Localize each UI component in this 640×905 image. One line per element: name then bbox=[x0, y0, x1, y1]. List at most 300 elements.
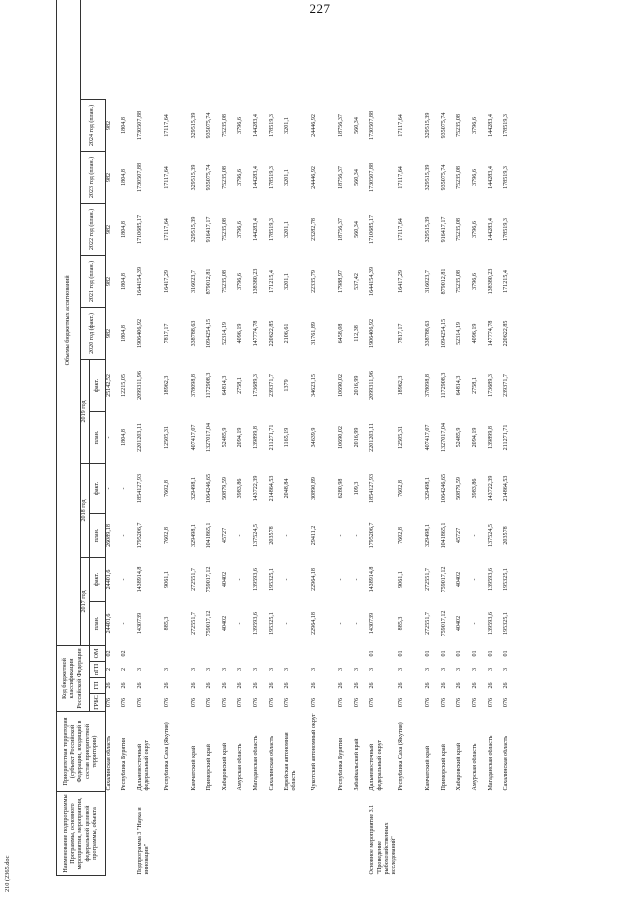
value-cell: 1854127,93 bbox=[369, 474, 376, 503]
grbs-cell: 076 bbox=[268, 697, 275, 708]
value-cell: 982 bbox=[106, 224, 112, 235]
program-cell bbox=[354, 792, 370, 876]
value-cell: 17117,64 bbox=[163, 218, 170, 241]
pgp-cell: 2 bbox=[106, 667, 112, 672]
value-cell: 30890,89 bbox=[311, 477, 318, 500]
value-cell: 17117,64 bbox=[398, 166, 405, 189]
value-cell: 144283,4 bbox=[253, 166, 260, 189]
value-cell: 329498,1 bbox=[190, 524, 197, 547]
value-cell: 143722,39 bbox=[487, 475, 494, 502]
value-cell: 2016,99 bbox=[353, 427, 360, 448]
table-row bbox=[488, 0, 504, 876]
value-cell: 2201203,11 bbox=[369, 423, 376, 452]
value-cell: 759017,12 bbox=[440, 566, 447, 593]
pgp-cell: 3 bbox=[221, 667, 228, 672]
value-cell: 1094254,15 bbox=[440, 319, 447, 348]
value-cell: 24401,6 bbox=[106, 613, 112, 634]
value-cell: 1041865,1 bbox=[206, 522, 213, 549]
grbs-cell: 076 bbox=[503, 697, 510, 708]
value-cell: 75235,08 bbox=[456, 114, 463, 137]
value-cell: 7602,8 bbox=[398, 527, 405, 544]
value-cell: 75235,08 bbox=[221, 218, 228, 241]
gp-cell: 26 bbox=[121, 682, 128, 689]
territory-cell: Сахалинская область bbox=[268, 735, 275, 791]
value-cell: - bbox=[237, 578, 244, 581]
gp-cell: 26 bbox=[311, 682, 318, 689]
value-cell: 109,3 bbox=[353, 481, 360, 496]
value-cell: - bbox=[284, 534, 291, 537]
value-cell: 759017,12 bbox=[440, 610, 447, 637]
value-cell: 1710685,17 bbox=[136, 215, 143, 244]
header-plan: план. bbox=[90, 601, 106, 645]
value-cell: 560,34 bbox=[353, 221, 360, 238]
header-plan: план. bbox=[90, 411, 106, 463]
value-cell: 17117,64 bbox=[163, 166, 170, 189]
value-cell: 2016,99 bbox=[353, 375, 360, 396]
rotated-table-container bbox=[56, 16, 640, 876]
value-cell: 3796,6 bbox=[471, 221, 478, 238]
program-cell bbox=[441, 792, 457, 876]
value-cell: 935075,74 bbox=[206, 164, 213, 191]
value-cell: 982 bbox=[106, 276, 112, 287]
om-cell bbox=[284, 645, 311, 661]
pgp-cell: 3 bbox=[440, 667, 447, 672]
document-code: 210 (2365.doc bbox=[4, 855, 11, 892]
value-cell: 147774,78 bbox=[487, 320, 494, 347]
value-cell: 171215,4 bbox=[268, 270, 275, 293]
value-cell: 1327017,04 bbox=[206, 423, 213, 452]
value-cell: 139899,8 bbox=[253, 426, 260, 449]
table-row bbox=[222, 0, 238, 876]
value-cell: 195325,1 bbox=[503, 568, 510, 591]
gp-cell: 26 bbox=[456, 682, 463, 689]
value-cell: - bbox=[284, 578, 291, 581]
pgp-cell: 3 bbox=[136, 667, 143, 672]
territory-cell: Сахалинская область bbox=[503, 735, 510, 791]
header-gp: ГП bbox=[90, 678, 106, 694]
value-cell: 178519,3 bbox=[268, 218, 275, 241]
program-cell bbox=[121, 792, 137, 876]
value-cell: 195325,1 bbox=[268, 612, 275, 635]
grbs-cell: 076 bbox=[369, 697, 376, 708]
gp-cell: 26 bbox=[353, 682, 360, 689]
territory-cell: Амурская область bbox=[237, 743, 244, 791]
value-cell: 144283,4 bbox=[487, 166, 494, 189]
om-cell bbox=[164, 645, 191, 661]
value-cell: 22964,18 bbox=[311, 568, 318, 591]
pgp-cell: 3 bbox=[311, 667, 318, 672]
gp-cell: 26 bbox=[190, 682, 197, 689]
value-cell: 18756,37 bbox=[338, 218, 345, 241]
program-cell bbox=[206, 792, 222, 876]
value-cell: 220622,85 bbox=[503, 320, 510, 347]
value-cell: 7602,8 bbox=[163, 480, 170, 497]
value-cell: 3796,6 bbox=[237, 117, 244, 134]
value-cell: 329515,39 bbox=[425, 112, 432, 139]
value-cell: 52485,9 bbox=[221, 427, 228, 448]
value-cell: 75235,08 bbox=[221, 270, 228, 293]
pgp-cell: 3 bbox=[190, 667, 197, 672]
value-cell: 329498,1 bbox=[425, 477, 432, 500]
value-cell: 1730507,88 bbox=[136, 163, 143, 192]
value-cell: 407417,07 bbox=[425, 424, 432, 451]
value-cell: - bbox=[121, 487, 128, 490]
table-body bbox=[106, 0, 519, 876]
pgp-cell: 3 bbox=[237, 667, 244, 672]
gp-cell: 26 bbox=[369, 682, 376, 689]
value-cell: 211271,71 bbox=[268, 424, 275, 451]
gp-cell: 26 bbox=[487, 682, 494, 689]
value-cell: 220622,85 bbox=[268, 320, 275, 347]
value-cell: 195325,1 bbox=[268, 568, 275, 591]
value-cell: 147774,78 bbox=[253, 320, 260, 347]
value-cell: 52314,19 bbox=[221, 322, 228, 345]
value-cell: 12505,31 bbox=[163, 426, 170, 449]
program-cell bbox=[253, 792, 269, 876]
table-row bbox=[472, 0, 488, 876]
pgp-cell: 3 bbox=[206, 667, 213, 672]
value-cell: 12505,31 bbox=[398, 426, 405, 449]
table-row bbox=[237, 0, 253, 876]
om-cell bbox=[237, 645, 253, 661]
om-cell bbox=[137, 645, 164, 661]
program-cell bbox=[398, 792, 425, 876]
value-cell: 879012,81 bbox=[440, 268, 447, 295]
program-cell bbox=[311, 792, 338, 876]
value-cell: - bbox=[471, 622, 478, 625]
value-cell: 137524,5 bbox=[487, 524, 494, 547]
value-cell: 2201203,11 bbox=[136, 423, 143, 452]
value-cell: 982 bbox=[106, 328, 112, 339]
value-cell: 34623,15 bbox=[311, 374, 318, 397]
value-cell: - bbox=[106, 487, 112, 490]
value-cell: 26089,18 bbox=[106, 524, 112, 547]
om-cell bbox=[253, 645, 269, 661]
grbs-cell: 076 bbox=[353, 697, 360, 708]
value-cell: 1710685,17 bbox=[369, 215, 376, 244]
value-cell: 16417,29 bbox=[163, 270, 170, 293]
grbs-cell: 076 bbox=[284, 697, 291, 708]
value-cell: 17117,64 bbox=[163, 114, 170, 137]
gp-cell: 26 bbox=[338, 682, 345, 689]
value-cell: 3983,86 bbox=[237, 478, 244, 499]
value-cell: - bbox=[353, 622, 360, 625]
value-cell: 1906406,92 bbox=[369, 319, 376, 348]
pgp-cell: 3 bbox=[284, 667, 291, 672]
value-cell: 139593,6 bbox=[487, 568, 494, 591]
value-cell: 1906406,92 bbox=[136, 319, 143, 348]
gp-cell: 26 bbox=[284, 682, 291, 689]
value-cell: 272551,7 bbox=[190, 568, 197, 591]
value-cell: 759017,12 bbox=[206, 566, 213, 593]
value-cell: 1430739 bbox=[369, 612, 376, 635]
value-cell: 272551,7 bbox=[190, 612, 197, 635]
value-cell: 24446,92 bbox=[311, 166, 318, 189]
value-cell: 560,34 bbox=[353, 117, 360, 134]
pgp-cell: 3 bbox=[398, 667, 405, 672]
value-cell: 935075,74 bbox=[440, 112, 447, 139]
value-cell: 178519,3 bbox=[268, 114, 275, 137]
value-cell: 407417,07 bbox=[190, 424, 197, 451]
om-cell bbox=[338, 645, 354, 661]
value-cell: 560,34 bbox=[353, 169, 360, 186]
gp-cell: 26 bbox=[136, 682, 143, 689]
value-cell: 935075,74 bbox=[206, 112, 213, 139]
header-2023: 2023 год (план.) bbox=[81, 151, 106, 203]
om-cell: 01 bbox=[440, 650, 447, 657]
territory-cell: Магаданская область bbox=[487, 735, 494, 791]
grbs-cell: 076 bbox=[471, 697, 478, 708]
value-cell: 4096,19 bbox=[237, 323, 244, 344]
table-row bbox=[191, 0, 207, 876]
value-cell: 173689,3 bbox=[253, 374, 260, 397]
value-cell: 272551,7 bbox=[425, 568, 432, 591]
value-cell: 1438914,8 bbox=[369, 566, 376, 593]
pgp-cell: 3 bbox=[471, 667, 478, 672]
territory-cell: Камчатский край bbox=[190, 745, 197, 791]
table-row bbox=[253, 0, 269, 876]
value-cell: 3796,6 bbox=[237, 221, 244, 238]
territory-cell: Забайкальский край bbox=[353, 738, 360, 791]
value-cell: - bbox=[121, 622, 128, 625]
pgp-cell: 3 bbox=[353, 667, 360, 672]
header-pgp: пГП bbox=[90, 662, 106, 678]
value-cell: - bbox=[106, 436, 112, 439]
grbs-cell: 076 bbox=[311, 697, 318, 708]
table-row bbox=[425, 0, 441, 876]
value-cell: - bbox=[237, 622, 244, 625]
program-cell bbox=[222, 792, 238, 876]
value-cell: 9061,1 bbox=[398, 571, 405, 588]
pgp-cell: 3 bbox=[456, 667, 463, 672]
value-cell: 2094,19 bbox=[237, 427, 244, 448]
grbs-cell: 076 bbox=[237, 697, 244, 708]
value-cell: - bbox=[121, 578, 128, 581]
program-cell bbox=[237, 792, 253, 876]
value-cell: 75235,08 bbox=[221, 166, 228, 189]
value-cell: 12215,05 bbox=[121, 374, 128, 397]
territory-cell: Магаданская область bbox=[253, 735, 260, 791]
table-row bbox=[164, 0, 191, 876]
header-om: ОМ bbox=[90, 645, 106, 661]
value-cell: 139593,6 bbox=[253, 612, 260, 635]
header-2024: 2024 год (план.) bbox=[81, 99, 106, 151]
value-cell: 3201,1 bbox=[284, 169, 291, 186]
value-cell: 144283,4 bbox=[253, 218, 260, 241]
value-cell: 50879,59 bbox=[456, 477, 463, 500]
value-cell: 2048,84 bbox=[284, 478, 291, 499]
om-cell: 01 bbox=[471, 650, 478, 657]
om-cell: 01 bbox=[369, 650, 376, 657]
grbs-cell: 076 bbox=[398, 697, 405, 708]
value-cell: 1438914,8 bbox=[136, 566, 143, 593]
om-cell: 02 bbox=[106, 650, 112, 657]
grbs-cell: 076 bbox=[456, 697, 463, 708]
value-cell: 1795206,7 bbox=[136, 522, 143, 549]
program-cell bbox=[472, 792, 488, 876]
value-cell: 1644154,39 bbox=[136, 267, 143, 296]
value-cell: 9061,1 bbox=[163, 571, 170, 588]
grbs-cell: 076 bbox=[487, 697, 494, 708]
value-cell: 1064246,65 bbox=[440, 474, 447, 503]
program-cell bbox=[503, 792, 519, 876]
value-cell: 329515,39 bbox=[190, 112, 197, 139]
value-cell: 3201,1 bbox=[284, 221, 291, 238]
program-cell bbox=[456, 792, 472, 876]
territory-cell: Хабаровский край bbox=[221, 742, 228, 791]
pgp-cell: 3 bbox=[503, 667, 510, 672]
value-cell: - bbox=[338, 622, 345, 625]
header-2022: 2022 год (план.) bbox=[81, 203, 106, 255]
territory-cell: Приморский край bbox=[206, 744, 213, 791]
value-cell: 338788,63 bbox=[425, 320, 432, 347]
value-cell: 2758,1 bbox=[237, 377, 244, 394]
value-cell: 1064246,65 bbox=[206, 474, 213, 503]
value-cell: - bbox=[353, 534, 360, 537]
value-cell: 2099311,96 bbox=[136, 371, 143, 400]
value-cell: 1804,8 bbox=[121, 273, 128, 290]
om-cell bbox=[269, 645, 285, 661]
value-cell: 40402 bbox=[456, 615, 463, 632]
table-row bbox=[121, 0, 137, 876]
value-cell: 7817,17 bbox=[398, 323, 405, 344]
pgp-cell: 3 bbox=[369, 667, 376, 672]
value-cell: 378098,8 bbox=[425, 374, 432, 397]
table-row bbox=[441, 0, 457, 876]
value-cell: 935075,74 bbox=[440, 164, 447, 191]
om-cell: 01 bbox=[487, 650, 494, 657]
table-row bbox=[354, 0, 370, 876]
value-cell: 144283,4 bbox=[253, 114, 260, 137]
table-header bbox=[57, 0, 106, 876]
value-cell: 1041865,1 bbox=[440, 522, 447, 549]
grbs-cell: 076 bbox=[163, 697, 170, 708]
value-cell: 50879,59 bbox=[221, 477, 228, 500]
value-cell: 1172908,3 bbox=[206, 372, 213, 399]
value-cell: 144283,4 bbox=[487, 218, 494, 241]
value-cell: 1094254,15 bbox=[206, 319, 213, 348]
table-row bbox=[311, 0, 338, 876]
territory-cell: Дальневосточный федеральный округ bbox=[136, 739, 150, 791]
value-cell: 3796,6 bbox=[237, 169, 244, 186]
value-cell: 329515,39 bbox=[425, 164, 432, 191]
value-cell: 64814,3 bbox=[456, 375, 463, 396]
value-cell: 2094,19 bbox=[471, 427, 478, 448]
value-cell: 17988,97 bbox=[338, 270, 345, 293]
value-cell: 759017,12 bbox=[206, 610, 213, 637]
value-cell: 143722,39 bbox=[253, 475, 260, 502]
table-row bbox=[269, 0, 285, 876]
value-cell: - bbox=[353, 578, 360, 581]
om-cell bbox=[206, 645, 222, 661]
header-name: Наименование подпрограммы Программы, основного мероприятия, мероприятия, федеральной целевой программы, объекта bbox=[57, 792, 106, 876]
grbs-cell: 076 bbox=[425, 697, 432, 708]
value-cell: 537,42 bbox=[353, 273, 360, 290]
value-cell: 3201,1 bbox=[284, 273, 291, 290]
gp-cell: 26 bbox=[106, 682, 112, 689]
value-cell: 75235,08 bbox=[221, 114, 228, 137]
program-cell bbox=[269, 792, 285, 876]
value-cell: 1430739 bbox=[136, 612, 143, 635]
value-cell: 982 bbox=[106, 120, 112, 131]
value-cell: 23282,78 bbox=[311, 218, 318, 241]
header-fact: факт. bbox=[90, 463, 106, 513]
value-cell: 1854127,93 bbox=[136, 474, 143, 503]
value-cell: 329498,1 bbox=[425, 524, 432, 547]
value-cell: 139593,6 bbox=[253, 568, 260, 591]
gp-cell: 26 bbox=[425, 682, 432, 689]
value-cell: - bbox=[471, 578, 478, 581]
territory-cell: Приморский край bbox=[440, 744, 447, 791]
value-cell: 31761,89 bbox=[311, 322, 318, 345]
value-cell: 338788,63 bbox=[190, 320, 197, 347]
pgp-cell: 3 bbox=[268, 667, 275, 672]
value-cell: 329515,39 bbox=[190, 164, 197, 191]
om-cell bbox=[222, 645, 238, 661]
value-cell: 171215,4 bbox=[503, 270, 510, 293]
value-cell: 137524,5 bbox=[253, 524, 260, 547]
territory-cell: Сахалинская область bbox=[106, 735, 112, 791]
value-cell: 22335,79 bbox=[311, 270, 318, 293]
value-cell: 139593,6 bbox=[487, 612, 494, 635]
value-cell: 173689,3 bbox=[487, 374, 494, 397]
value-cell: 17117,64 bbox=[398, 218, 405, 241]
value-cell: 7817,17 bbox=[163, 323, 170, 344]
value-cell: 10690,02 bbox=[338, 426, 345, 449]
value-cell: 3796,6 bbox=[471, 273, 478, 290]
value-cell: 45727 bbox=[221, 527, 228, 544]
pgp-cell: 3 bbox=[253, 667, 260, 672]
value-cell: 1327017,04 bbox=[440, 423, 447, 452]
program-cell bbox=[164, 792, 191, 876]
pgp-cell: 3 bbox=[487, 667, 494, 672]
header-2018: 2018 год bbox=[81, 463, 90, 557]
value-cell: 214864,53 bbox=[503, 475, 510, 502]
header-2020: 2020 год (факт.) bbox=[81, 307, 106, 359]
value-cell: 40402 bbox=[456, 571, 463, 588]
grbs-cell: 076 bbox=[221, 697, 228, 708]
value-cell: - bbox=[338, 534, 345, 537]
value-cell: 34639,9 bbox=[311, 427, 318, 448]
value-cell: 139899,8 bbox=[487, 426, 494, 449]
value-cell: 239371,7 bbox=[503, 374, 510, 397]
value-cell: 329515,39 bbox=[425, 216, 432, 243]
value-cell: 7602,8 bbox=[398, 480, 405, 497]
value-cell: 272551,7 bbox=[425, 612, 432, 635]
value-cell: 75235,08 bbox=[456, 166, 463, 189]
om-cell: 01 bbox=[425, 650, 432, 657]
territory-cell: Амурская область bbox=[471, 743, 478, 791]
grbs-cell: 076 bbox=[121, 697, 128, 708]
value-cell: 3983,86 bbox=[471, 478, 478, 499]
program-cell bbox=[425, 792, 441, 876]
table-row bbox=[369, 0, 398, 876]
header-2019: 2019 год bbox=[81, 359, 90, 463]
value-cell: 195325,1 bbox=[503, 612, 510, 635]
table-row bbox=[503, 0, 519, 876]
value-cell: 879012,81 bbox=[206, 268, 213, 295]
value-cell: 214864,53 bbox=[268, 475, 275, 502]
header-fact: факт. bbox=[90, 557, 106, 601]
value-cell: 203578 bbox=[268, 526, 275, 545]
value-cell: 3796,6 bbox=[471, 117, 478, 134]
value-cell: 1730507,88 bbox=[369, 163, 376, 192]
value-cell: 52485,9 bbox=[456, 427, 463, 448]
value-cell: 178519,3 bbox=[503, 166, 510, 189]
gp-cell: 26 bbox=[206, 682, 213, 689]
value-cell: 316023,7 bbox=[190, 270, 197, 293]
page-number: 227 bbox=[309, 1, 331, 16]
